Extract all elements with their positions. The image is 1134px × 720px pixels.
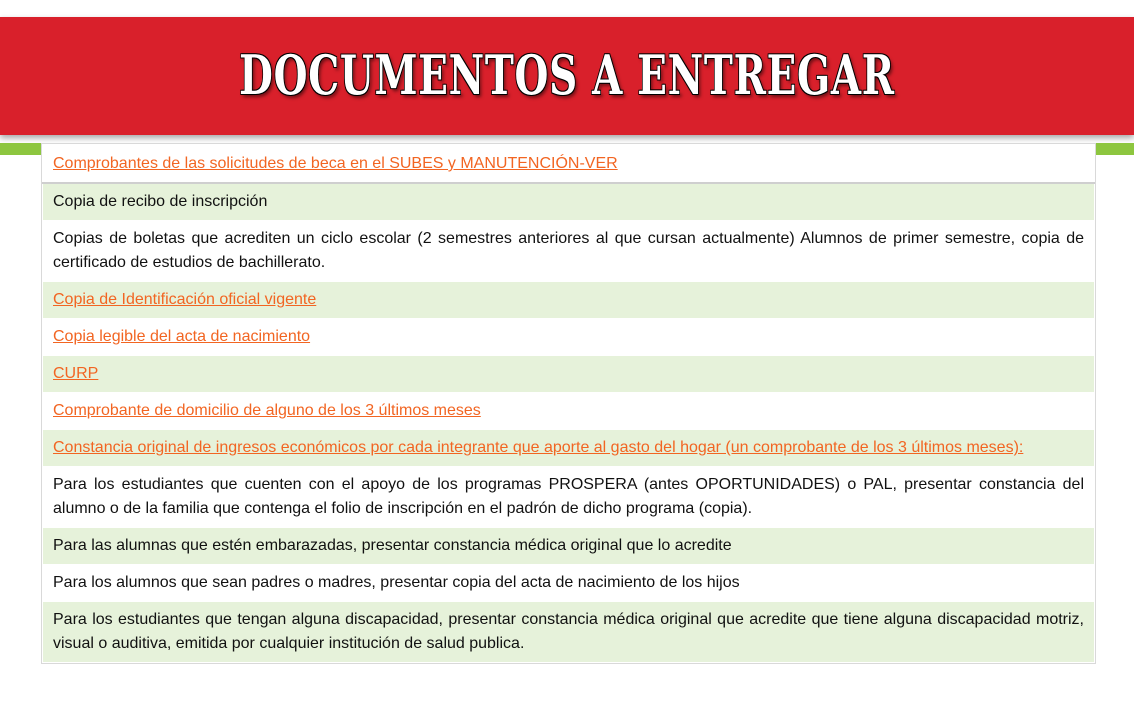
table-row	[43, 319, 1095, 356]
table-cell: Para las alumnas que estén embarazadas, presentar constancia médica original que lo acredite	[43, 528, 1095, 565]
table-row	[43, 602, 1095, 663]
table-cell	[43, 393, 1095, 430]
table-cell: Copias de boletas que acrediten un ciclo escolar (2 semestres anteriores al que cursan actualmente) Alumnos de primer semestre, copia de certificado de estudios de bachillerato.	[43, 221, 1095, 282]
table-cell	[43, 282, 1095, 319]
page-title: DOCUMENTOS A ENTREGAR	[239, 43, 895, 107]
table-cell: Para los estudiantes que cuenten con el apoyo de los programas PROSPERA (antes OPORTUNIDADES) o PAL, presentar constancia del alumno o de la familia que contenga el folio de inscripción en el padrón de dicho programa (copia).	[43, 467, 1095, 528]
table-row	[43, 145, 1095, 184]
table-row	[43, 565, 1095, 602]
table-row	[43, 282, 1095, 319]
table-row	[43, 467, 1095, 528]
table-cell	[43, 430, 1095, 467]
row-link[interactable]: Comprobantes de las solicitudes de beca en el SUBES y MANUTENCIÓN-VER	[53, 155, 618, 172]
table-row	[43, 393, 1095, 430]
row-link[interactable]: CURP	[53, 365, 99, 382]
table-cell	[43, 319, 1095, 356]
table-row	[43, 183, 1095, 221]
row-link[interactable]: Constancia original de ingresos económicos por cada integrante que aporte al gasto del hogar (un comprobante de los 3 últimos meses):	[53, 439, 1024, 456]
table-row	[43, 430, 1095, 467]
row-link[interactable]: Comprobante de domicilio de alguno de los 3 últimos meses	[53, 402, 481, 419]
row-link[interactable]: Copia de Identificación oficial vigente	[53, 291, 317, 308]
documents-table	[41, 143, 1096, 664]
table-cell: Para los estudiantes que tengan alguna discapacidad, presentar constancia médica original que acredite que tiene alguna discapacidad motriz, visual o auditiva, emitida por cualquier institución de salud publica.	[43, 602, 1095, 663]
table-cell: Para los alumnos que sean padres o madres, presentar copia del acta de nacimiento de los hijos	[43, 565, 1095, 602]
table-row	[43, 221, 1095, 282]
table-row	[43, 356, 1095, 393]
table-cell	[43, 145, 1095, 184]
row-link[interactable]: Copia legible del acta de nacimiento	[53, 328, 311, 345]
table-cell	[43, 356, 1095, 393]
table-row	[43, 528, 1095, 565]
table-cell: Copia de recibo de inscripción	[43, 183, 1095, 221]
